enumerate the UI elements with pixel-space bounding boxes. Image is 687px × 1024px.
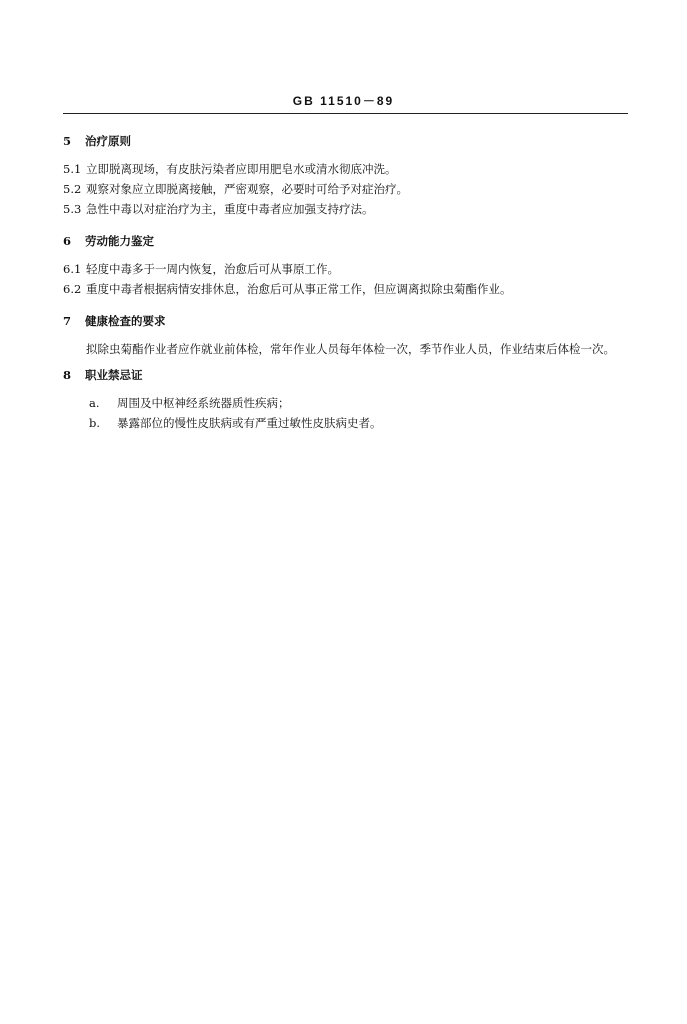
spacer [63,299,628,305]
clause-6-2 [63,279,628,299]
page-header-standard-code: GB 11510－89 [292,94,395,108]
section-number: 7 [63,314,72,328]
item-letter: b. [89,416,101,430]
spacer [63,219,628,225]
section-title: 劳动能力鉴定 [85,234,154,248]
health-check-paragraph: 拟除虫菊酯作业者应作就业前体检，常年作业人员每年体检一次，季节作业人员，作业结束后体检一次。 [86,342,615,356]
clause-text: 急性中毒以对症治疗为主，重度中毒者应加强支持疗法。 [86,202,374,216]
contraindication-item-b [63,413,628,433]
clause-5-3 [63,199,628,219]
clause-6-1 [63,259,628,279]
section-heading-8 [63,365,628,385]
section-heading-5 [63,131,628,151]
clause-number: 5.3 [63,202,82,216]
contraindication-item-a [63,393,628,413]
clause-5-1 [63,159,628,179]
clause-text: 立即脱离现场，有皮肤污染者应即用肥皂水或清水彻底冲洗。 [86,162,397,176]
section-heading-6 [63,231,628,251]
clause-number: 5.1 [63,162,82,176]
clause-5-2 [63,179,628,199]
clause-text: 观察对象应立即脱离接触，严密观察，必要时可给予对症治疗。 [86,182,408,196]
section-number: 5 [63,134,72,148]
item-text: 周围及中枢神经系统器质性疾病； [117,396,290,410]
clause-number: 5.2 [63,182,82,196]
clause-text: 重度中毒者根据病情安排休息，治愈后可从事正常工作，但应调离拟除虫菊酯作业。 [86,282,512,296]
clause-number: 6.2 [63,282,82,296]
section-title: 健康检查的要求 [85,314,166,328]
section-title: 职业禁忌证 [85,368,143,382]
section-heading-7 [63,311,628,331]
item-text: 暴露部位的慢性皮肤病或有严重过敏性皮肤病史者。 [117,416,382,430]
section-number: 6 [63,234,72,248]
item-letter: a. [89,396,100,410]
clause-number: 6.1 [63,262,82,276]
section-title: 治疗原则 [85,134,131,148]
document-body [63,131,628,433]
section-number: 8 [63,368,72,382]
header-rule [63,113,628,114]
clause-text: 轻度中毒多于一周内恢复，治愈后可从事原工作。 [86,262,339,276]
